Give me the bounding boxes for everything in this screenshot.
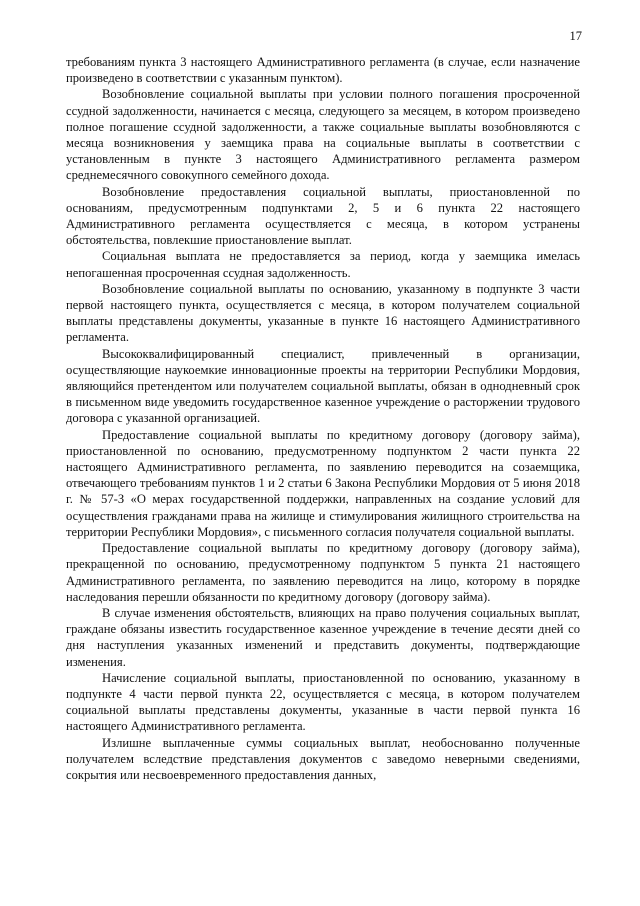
paragraph-specialist-notice: Высококвалифицированный специалист, привлеченный в организации, осуществляющие наукоемкие инновационные проекты на территории Республики Мордовия, являющийся претендентом или получателем социальной выплаты, обязан в однодневный срок в письменном виде уведомить государственное казенное учреждение о расторжении трудового договора с указанной организацией. [66,346,580,426]
paragraph-resumption-after-debt: Возобновление социальной выплаты при условии полного погашения просроченной ссудной задолженности, начинается с месяца, следующего за месяцем, в котором произведено полное погашение ссудной задолженности, а также социальные выплаты возобновляются с месяца возникновения у заемщика права на социальные выплаты в соответствии с установленным в пункте 3 настоящего Административного регламента размером среднемесячного совокупного семейного дохода. [66,87,580,183]
document-body [66,54,580,783]
page-number: 17 [569,29,582,43]
paragraph-resumption-subpoint-3: Возобновление социальной выплаты по основанию, указанному в подпункте 3 части первой настоящего пункта, осуществляется с месяца, в котором получателем социальной выплаты представлены документы, указанные в пункте 16 настоящего Административного регламента. [66,281,580,345]
paragraph-change-of-circumstances: В случае изменения обстоятельств, влияющих на право получения социальных выплат, граждане обязаны известить государственное казенное учреждение в течение десяти дней со дня наступления указанных изменений и представить документы, подтверждающие изменения. [66,605,580,669]
paragraph-accrual-subpoint-4: Начисление социальной выплаты, приостановленной по основанию, указанному в подпункте 4 части первой пункта 22, осуществляется с месяца, в котором получателем социальной выплаты представлены документы, указанные в части первой пункта 16 настоящего Административного регламента. [66,670,580,734]
paragraph-transfer-to-coborrower: Предоставление социальной выплаты по кредитному договору (договору займа), приостановленной по основанию, предусмотренному подпунктом 2 части пункта 22 настоящего Административного регламента, по заявлению переводится на созаемщика, отвечающего требованиям пунктов 1 и 2 статьи 6 Закона Республики Мордовия от 5 июня 2018 г. № 57-З «О мерах государственной поддержки, направленных на создание условий для осуществления гражданами права на жилище и стимулирования жилищного строительства на территории Республики Мордовия», с письменного согласия получателя социальной выплаты. [66,427,580,539]
paragraph-continuation: требованиям пункта 3 настоящего Административного регламента (в случае, если назначение произведено в соответствии с указанным пунктом). [66,55,580,86]
paragraph-resumption-by-grounds: Возобновление предоставления социальной выплаты, приостановленной по основаниям, предусмотренным подпунктами 2, 5 и 6 пункта 22 настоящего Административного регламента осуществляется с месяца, в котором устранены обстоятельства, повлекшие приостановление выплат. [66,184,580,248]
paragraph-overpaid-amounts: Излишне выплаченные суммы социальных выплат, необоснованно полученные получателем вследствие представления документов с заведомо неверными сведениями, сокрытия или несвоевременного предоставления данных, [66,735,580,782]
paragraph-no-payment-period: Социальная выплата не предоставляется за период, когда у заемщика имелась непогашенная просроченная ссудная задолженность. [66,249,580,280]
paragraph-transfer-to-heir: Предоставление социальной выплаты по кредитному договору (договору займа), прекращенной по основанию, предусмотренному подпунктом 5 пункта 21 настоящего Административного регламента, по заявлению переводится на лицо, которому в порядке наследования перешли обязанности по кредитному договору (договору займа). [66,541,580,604]
